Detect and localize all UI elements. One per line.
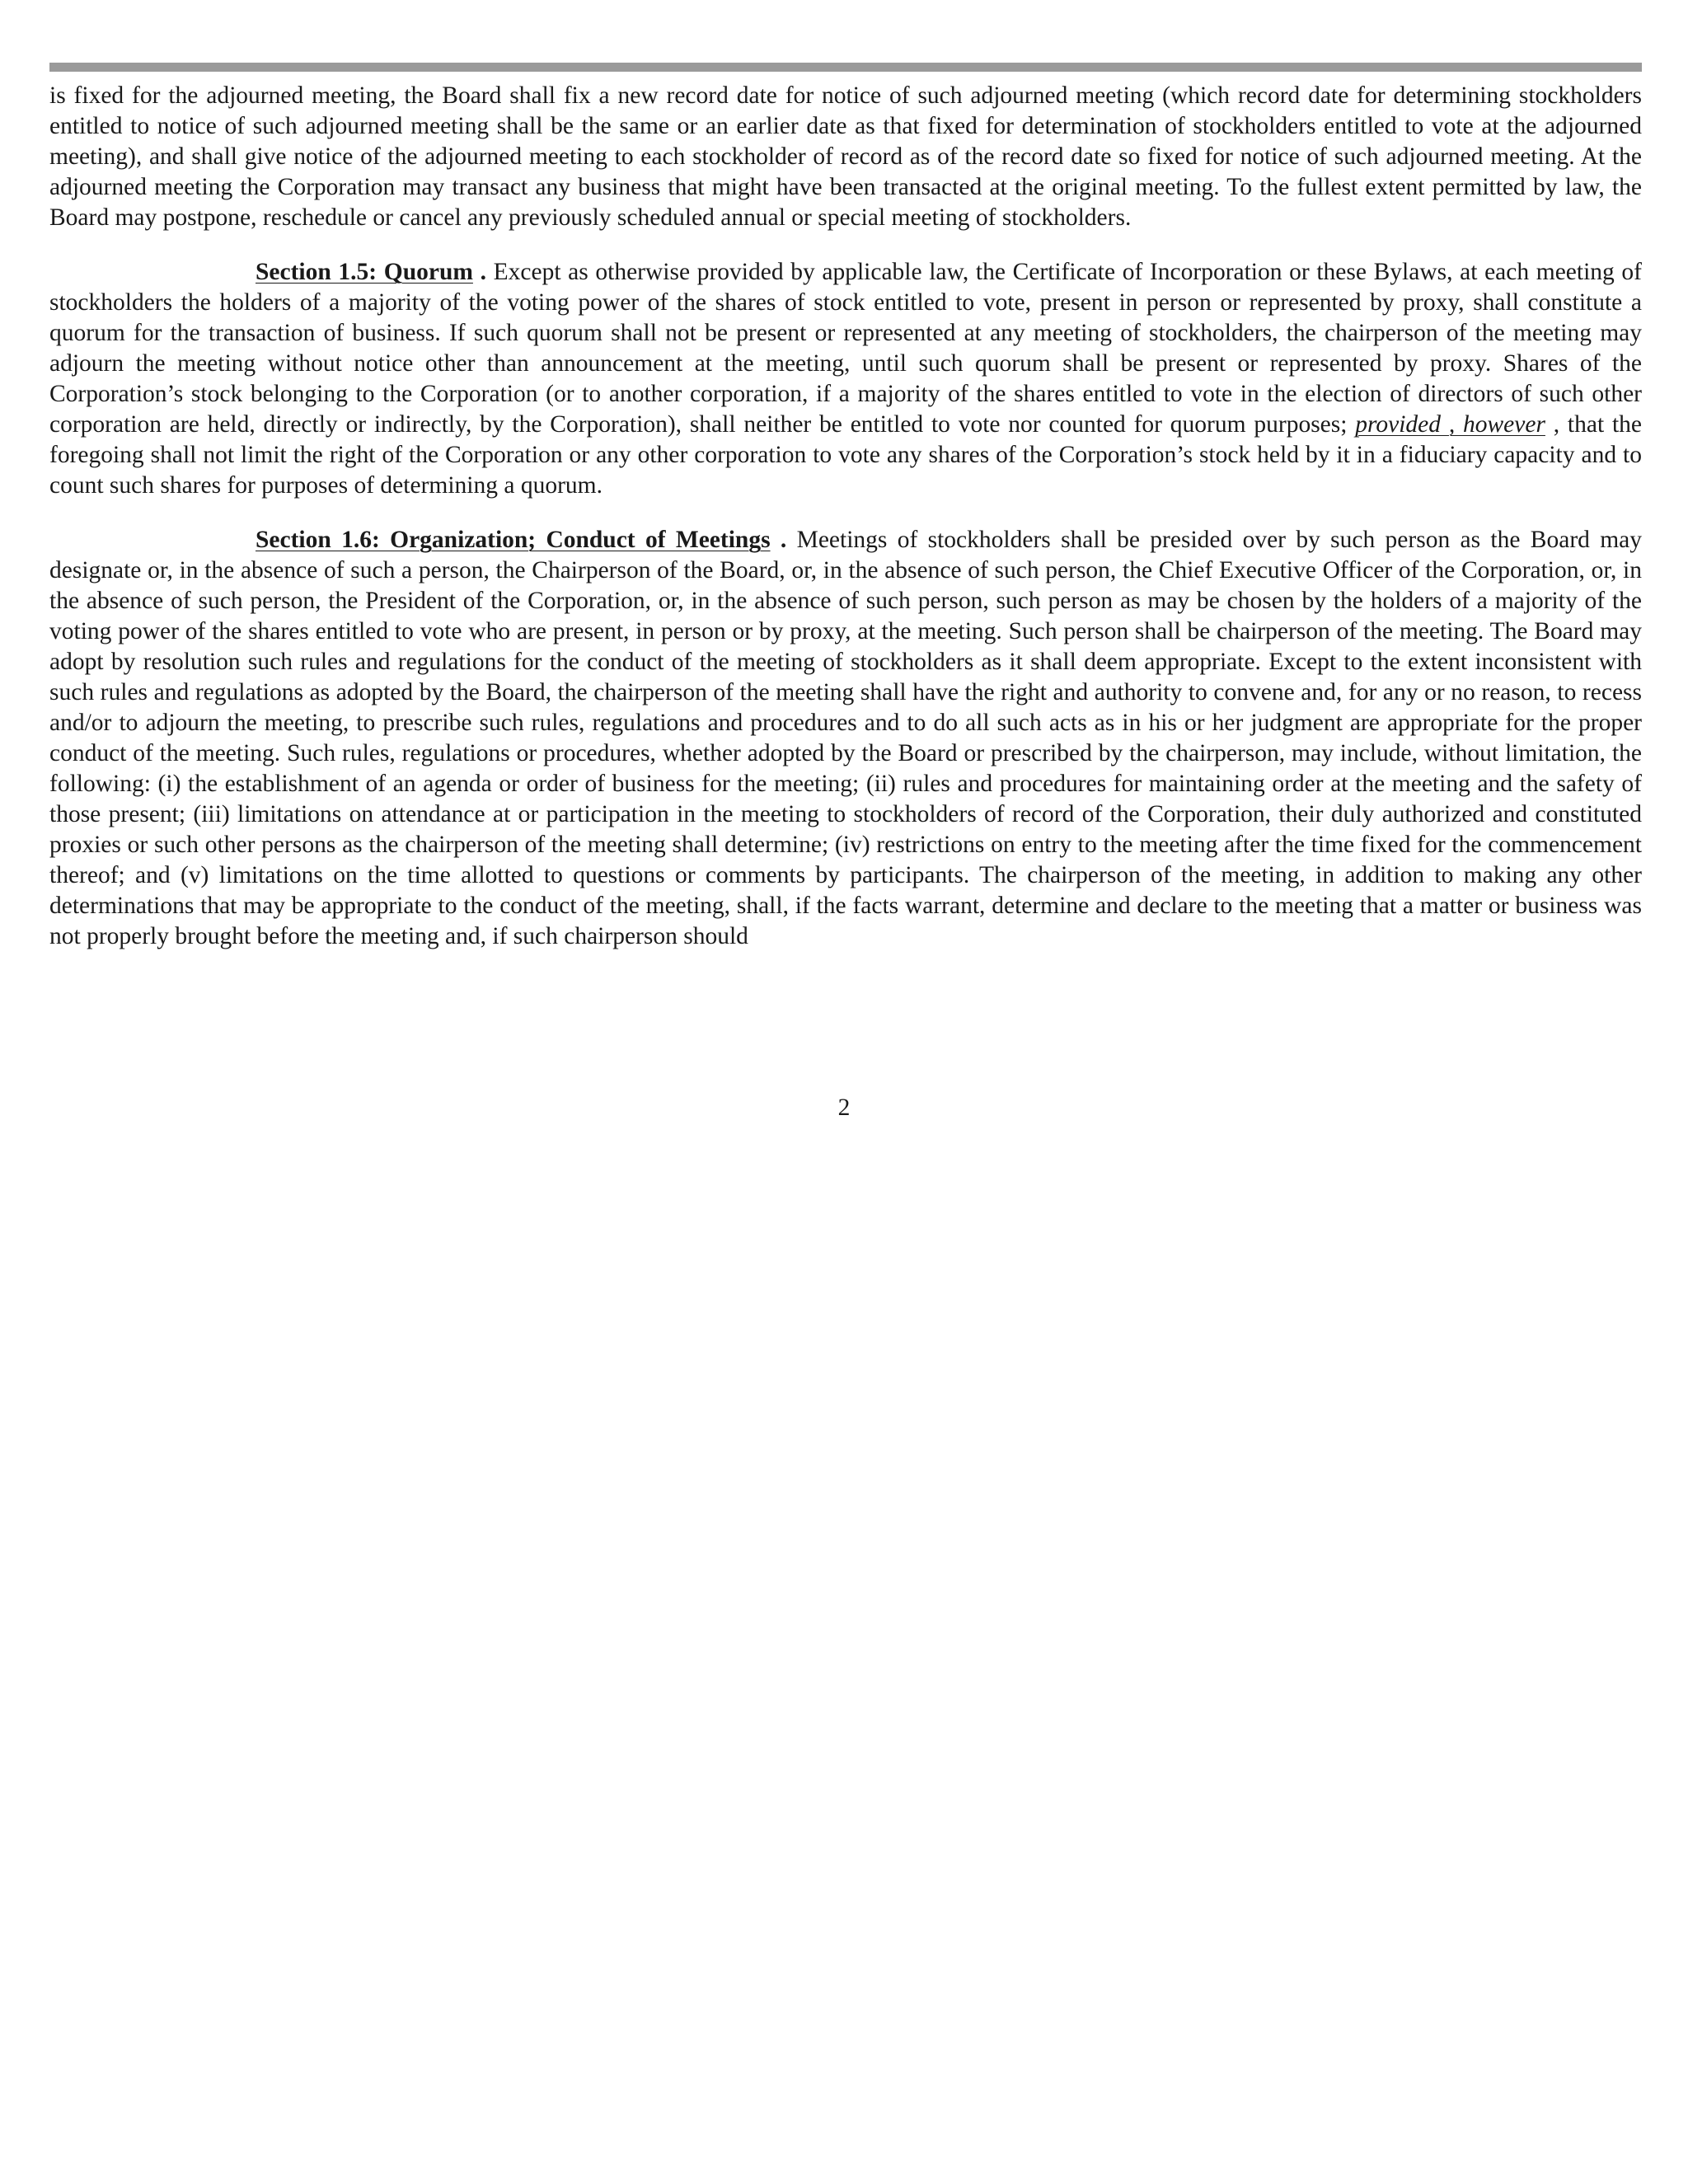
section-1-5-heading: Section 1.5: Quorum: [256, 259, 473, 285]
section-1-6-text: Meetings of stockholders shall be presided over by such person as the Board may designate or, in the absence of such a person, the Chairperson of the Board, or, in the absence of such person, the Chief Executive Officer of the Corporation, or, in the absence of such person, the President of the Corporation, or, in the absence of such person, such person as may be chosen by the holders of a majority of the voting power of the shares entitled to vote who are present, in person or by proxy, at the meeting. Such person shall be chairperson of the meeting. The Board may adopt by resolution such rules and regulations for the conduct of the meeting of stockholders as it shall deem appropriate. Except to the extent inconsistent with such rules and regulations as adopted by the Board, the chairperson of the meeting shall have the right and authority to convene and, for any or no reason, to recess and/or to adjourn the meeting, to prescribe such rules, regulations and procedures and to do all such acts as in his or her judgment are appropriate for the proper conduct of the meeting. Such rules, regulations or procedures, whether adopted by the Board or prescribed by the chairperson, may include, without limitation, the following: (i) the establishment of an agenda or order of business for the meeting; (ii) rules and procedures for maintaining order at the meeting and the safety of those present; (iii) limitations on attendance at or participation in the meeting to stockholders of record of the Corporation, their duly authorized and constituted proxies or such other persons as the chairperson of the meeting shall determine; (iv) restrictions on entry to the meeting after the time fixed for the commencement thereof; and (v) limitations on the time allotted to questions or comments by participants. The chairperson of the meeting, in addition to making any other determinations that may be appropriate to the conduct of the meeting, shall, if the facts warrant, determine and declare to the meeting that a matter or business was not properly brought before the meeting and, if such chairperson should: [49, 527, 1643, 949]
section-1-6-heading: Section 1.6: Organization; Conduct of Meetings: [256, 527, 771, 553]
section-1-6-paragraph: [49, 525, 1642, 952]
continuation-paragraph: is fixed for the adjourned meeting, the Board shall fix a new record date for notice of such adjourned meeting (which record date for determining stockholders entitled to notice of such adjourned meeting shall be the same or an earlier date as that fixed for determination of stockholders entitled to vote at the adjourned meeting), and shall give notice of the adjourned meeting to each stockholder of record as of the record date so fixed for notice of such adjourned meeting. At the adjourned meeting the Corporation may transact any business that might have been transacted at the original meeting. To the fullest extent permitted by law, the Board may postpone, reschedule or cancel any previously scheduled annual or special meeting of stockholders.: [49, 82, 1642, 231]
document-body: [49, 81, 1642, 976]
header-rule: [49, 63, 1642, 72]
section-1-5-text-after-proviso: , that the foregoing shall not limit the right of the Corporation or any other corporation to vote any shares of the Corporation’s stock held by it in a fiduciary capacity and to count such shares for purposes of determining a quorum.: [49, 411, 1642, 499]
section-1-6-heading-period: .: [780, 527, 787, 553]
page-number: 2: [837, 1094, 851, 1121]
proviso-clause: provided , however: [1355, 411, 1545, 438]
section-1-5-paragraph: [49, 257, 1642, 501]
section-1-5-text-before-proviso: Except as otherwise provided by applicable law, the Certificate of Incorporation or these Bylaws, at each meeting of stockholders the holders of a majority of the voting power of the shares of stock entitled to vote, present in person or represented by proxy, shall constitute a quorum for the transaction of business. If such quorum shall not be present or represented at any meeting of stockholders, the chairperson of the meeting may adjourn the meeting without notice other than announcement at the meeting, until such quorum shall be present or represented by proxy. Shares of the Corporation’s stock belonging to the Corporation (or to another corporation, if a majority of the shares entitled to vote in the election of directors of such other corporation are held, directly or indirectly, by the Corporation), shall neither be entitled to vote nor counted for quorum purposes;: [49, 259, 1642, 438]
section-1-5-heading-period: .: [480, 259, 486, 285]
